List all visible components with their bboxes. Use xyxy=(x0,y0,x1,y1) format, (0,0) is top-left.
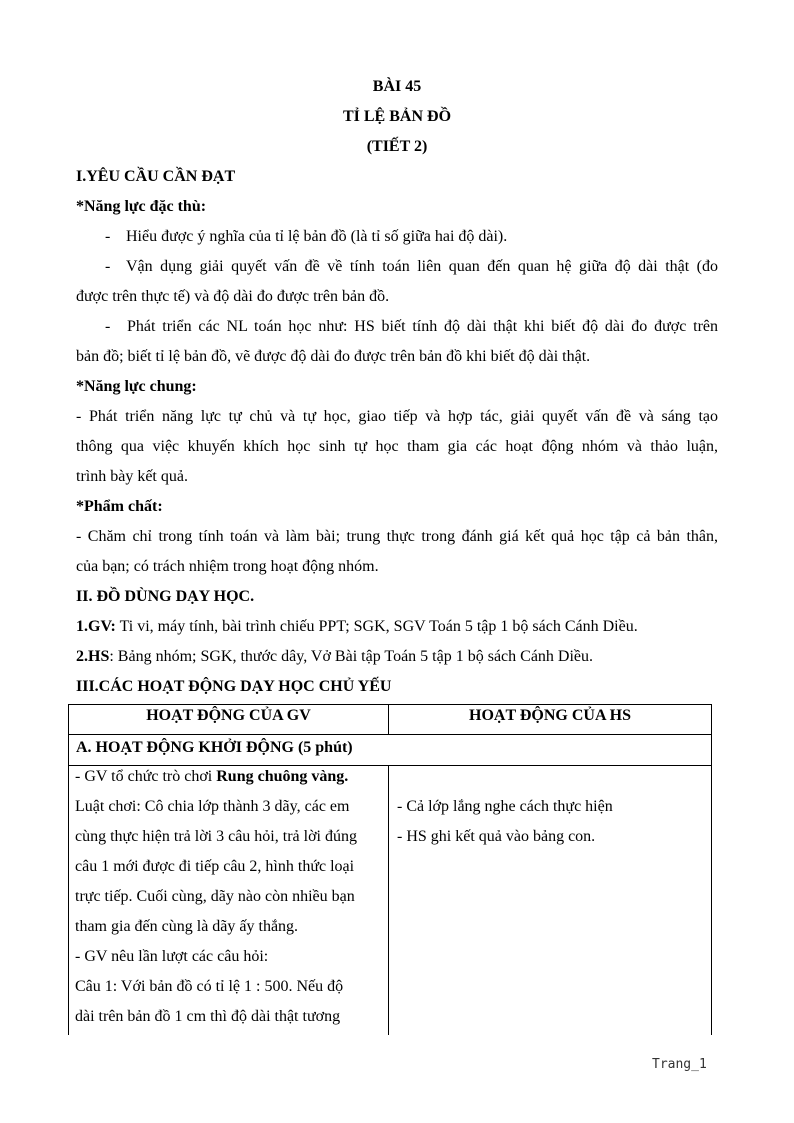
student-activity-line: - HS ghi kết quả vào bảng con. xyxy=(397,828,596,845)
teacher-activity-text: - GV tổ chức trò chơi xyxy=(75,768,217,785)
competence-item-3-line-1: Phát triển các NL toán học như: HS biết tính độ dài thật khi biết độ dài đo được trên xyxy=(127,318,718,335)
teacher-materials-label: 1.GV: xyxy=(76,618,116,635)
column-divider xyxy=(388,765,389,1035)
quality-heading: *Phẩm chất: xyxy=(76,498,163,515)
competence-item-2-line-2: được trên thực tế) và độ dài đo được trên bản đồ. xyxy=(76,288,390,305)
student-activity-line: - Cả lớp lắng nghe cách thực hiện xyxy=(397,798,613,815)
bullet-mark: - xyxy=(105,228,111,245)
teacher-materials-text: Ti vi, máy tính, bài trình chiếu PPT; SGK, SGV Toán 5 tập 1 bộ sách Cánh Diều. xyxy=(115,618,638,635)
lesson-period: (TIẾT 2) xyxy=(366,138,428,155)
teacher-activity-line: dài trên bản đồ 1 cm thì độ dài thật tương xyxy=(75,1008,341,1025)
section3-heading: III.CÁC HOẠT ĐỘNG DẠY HỌC CHỦ YẾU xyxy=(76,678,392,695)
general-competence-heading: *Năng lực chung: xyxy=(76,378,197,395)
teacher-column-header: HOẠT ĐỘNG CỦA GV xyxy=(146,707,311,724)
teacher-activity-line: tham gia đến cùng là dãy ấy thắng. xyxy=(75,918,299,935)
bullet-mark: - xyxy=(105,318,111,335)
student-materials-text: : Bảng nhóm; SGK, thước dây, Vở Bài tập Toán 5 tập 1 bộ sách Cánh Diều. xyxy=(109,648,594,665)
section-a-title: A. HOẠT ĐỘNG KHỞI ĐỘNG (5 phút) xyxy=(76,739,353,756)
header-divider xyxy=(69,734,711,735)
general-competence-line-3: trình bày kết quả. xyxy=(76,468,188,485)
page-number: Trang_1 xyxy=(652,1057,707,1072)
teacher-activity-line: Luật chơi: Cô chia lớp thành 3 dãy, các em xyxy=(75,798,350,815)
teacher-activity-line: trực tiếp. Cuối cùng, dãy nào còn nhiều bạn xyxy=(75,888,355,905)
quality-line-1: - Chăm chỉ trong tính toán và làm bài; trung thực trong đánh giá kết quả học tập cả bản thân, xyxy=(76,528,718,545)
general-competence-line-2: thông qua việc khuyến khích học sinh tự học tham gia các hoạt động nhóm và thảo luận, xyxy=(76,438,718,455)
lesson-title: TỈ LỆ BẢN ĐỒ xyxy=(342,108,452,125)
section2-heading: II. ĐỒ DÙNG DẠY HỌC. xyxy=(76,588,255,605)
section1-heading: I.YÊU CẦU CẦN ĐẠT xyxy=(76,168,236,185)
teacher-activity-line: cùng thực hiện trả lời 3 câu hỏi, trả lời đúng xyxy=(75,828,357,845)
activities-table xyxy=(68,704,712,1035)
student-materials-label: 2.HS xyxy=(76,648,110,665)
bullet-mark: - xyxy=(105,258,111,275)
game-name: Rung chuông vàng. xyxy=(216,768,349,785)
general-competence-line-1: - Phát triển năng lực tự chủ và tự học, giao tiếp và hợp tác, giải quyết vấn đề và sáng tạo xyxy=(76,408,718,425)
lesson-number: BÀI 45 xyxy=(372,78,422,95)
student-materials xyxy=(76,647,718,667)
specific-competence-heading: *Năng lực đặc thù: xyxy=(76,198,207,215)
competence-item-3-line-2: bản đồ; biết tỉ lệ bản đồ, vẽ được độ dài đo được trên bản đồ khi biết độ dài thật. xyxy=(76,348,591,365)
section-a-divider xyxy=(69,765,711,766)
teacher-activity-line: câu 1 mới được đi tiếp câu 2, hình thức loại xyxy=(75,858,355,875)
competence-item-2-line-1: Vận dụng giải quyết vấn đề về tính toán liên quan đến quan hệ giữa độ dài thật (đo xyxy=(126,258,718,275)
teacher-activity-line: - GV nêu lần lượt các câu hỏi: xyxy=(75,948,269,965)
teacher-activity-line: Câu 1: Với bản đồ có tỉ lệ 1 : 500. Nếu độ xyxy=(75,978,344,995)
student-column-header: HOẠT ĐỘNG CỦA HS xyxy=(469,707,631,724)
quality-line-2: của bạn; có trách nhiệm trong hoạt động nhóm. xyxy=(76,558,379,575)
teacher-activity-line xyxy=(75,767,348,787)
teacher-materials xyxy=(76,617,718,637)
competence-item-1: Hiểu được ý nghĩa của tỉ lệ bản đồ (là tỉ số giữa hai độ dài). xyxy=(126,228,508,245)
